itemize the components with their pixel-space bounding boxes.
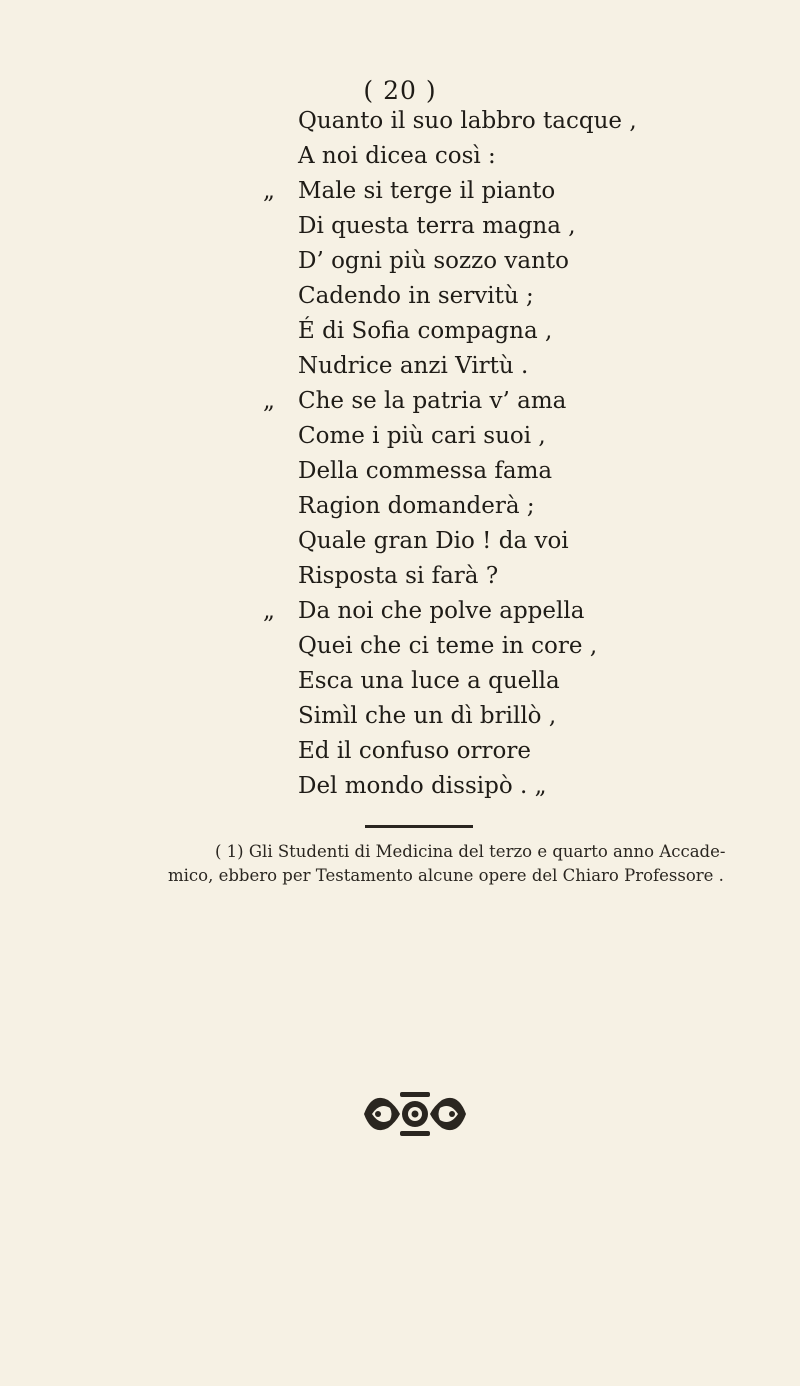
footnote-line: ( 1) Gli Studenti di Medicina del terzo e quarto anno Accade-	[215, 842, 726, 861]
poem-line	[0, 139, 800, 174]
poem-line	[0, 594, 800, 629]
poem-line-text: Del mondo dissipò . „	[298, 773, 547, 799]
poem-line-text: Come i più cari suoi ,	[298, 423, 546, 449]
poem-line	[0, 454, 800, 489]
poem-line-text: Della commessa fama	[298, 458, 553, 484]
poem-line-text: D’ ogni più sozzo vanto	[298, 248, 569, 274]
poem-line	[0, 349, 800, 384]
poem-line	[0, 769, 800, 804]
poem-line-text: Quale gran Dio ! da voi	[298, 528, 569, 554]
poem-line-text: Quanto il suo labbro tacque ,	[298, 108, 637, 134]
poem-line-text: A noi dicea così :	[298, 143, 496, 169]
footnote-divider	[365, 825, 473, 828]
poem	[0, 104, 800, 804]
opening-quote-mark: „	[263, 178, 275, 204]
poem-line	[0, 174, 800, 209]
poem-line	[0, 664, 800, 699]
poem-line-text: Simìl che un dì brillò ,	[298, 703, 557, 729]
poem-line	[0, 209, 800, 244]
poem-line	[0, 559, 800, 594]
page-number: ( 20 )	[363, 76, 437, 105]
poem-line	[0, 104, 800, 139]
poem-line	[0, 629, 800, 664]
poem-line	[0, 524, 800, 559]
poem-line	[0, 734, 800, 769]
poem-line	[0, 699, 800, 734]
printer-ornament-icon	[360, 1086, 470, 1142]
poem-line-text: Da noi che polve appella	[298, 598, 585, 624]
poem-line-text: Che se la patria v’ ama	[298, 388, 567, 414]
poem-line-text: Risposta si farà ?	[298, 563, 499, 589]
poem-line-text: Male si terge il pianto	[298, 178, 556, 204]
poem-line	[0, 279, 800, 314]
poem-line-text: Ragion domanderà ;	[298, 493, 535, 519]
footnote-line: mico, ebbero per Testamento alcune opere del Chiaro Professore .	[168, 866, 724, 885]
poem-line	[0, 384, 800, 419]
poem-line-text: Quei che ci teme in core ,	[298, 633, 598, 659]
opening-quote-mark: „	[263, 598, 275, 624]
poem-line	[0, 489, 800, 524]
poem-line-text: Di questa terra magna ,	[298, 213, 576, 239]
poem-line	[0, 244, 800, 279]
poem-line-text: Nudrice anzi Virtù .	[298, 353, 529, 379]
poem-line-text: Cadendo in servitù ;	[298, 283, 534, 309]
poem-line	[0, 314, 800, 349]
poem-line	[0, 419, 800, 454]
poem-line-text: É di Sofia compagna ,	[298, 318, 553, 344]
poem-line-text: Esca una luce a quella	[298, 668, 560, 694]
opening-quote-mark: „	[263, 388, 275, 414]
poem-line-text: Ed il confuso orrore	[298, 738, 531, 764]
